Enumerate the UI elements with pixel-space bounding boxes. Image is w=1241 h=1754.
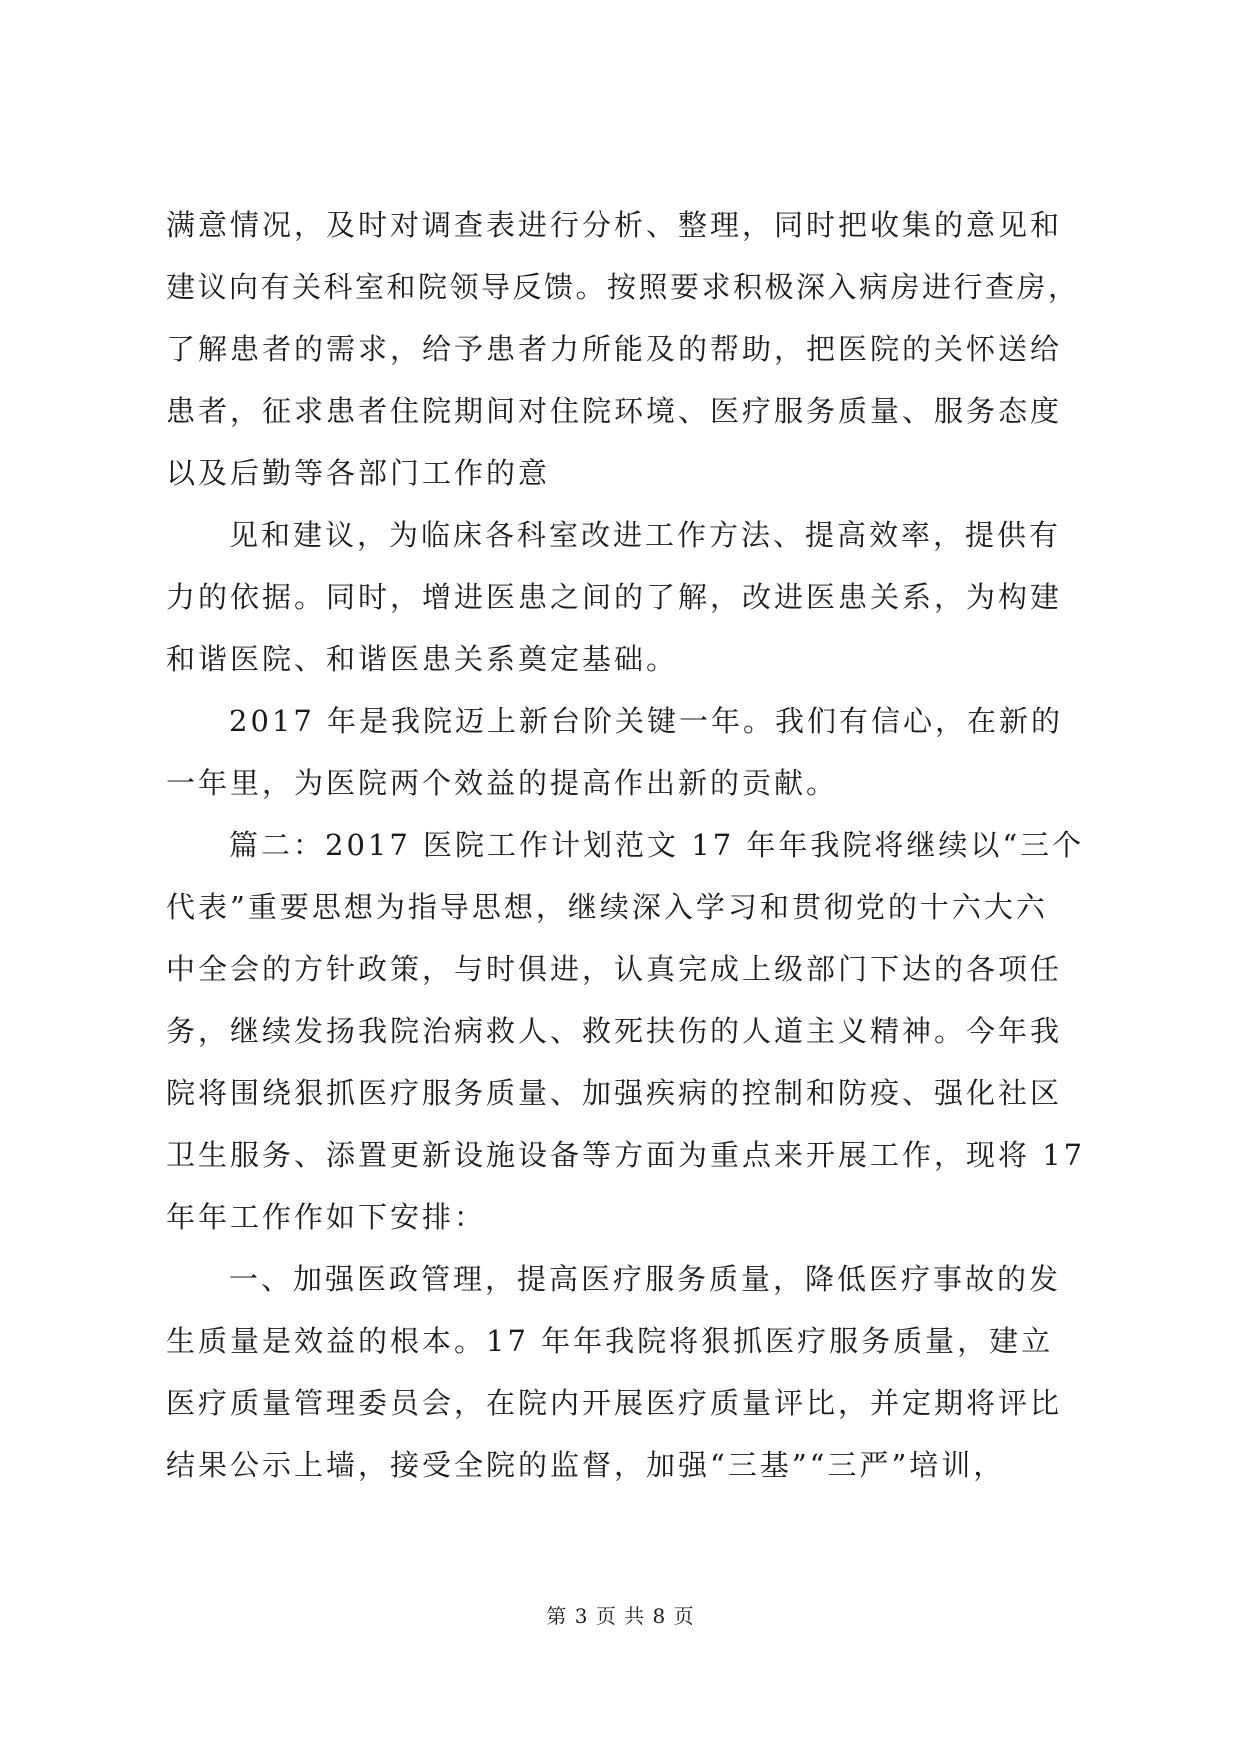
- text-line: 满意情况，及时对调查表进行分析、整理，同时把收集的意见和: [166, 208, 1063, 242]
- text-line: 中全会的方针政策，与时俱进，认真完成上级部门下达的各项任: [166, 952, 1063, 986]
- page-number-footer: 第 3 页 共 8 页: [546, 1604, 695, 1628]
- text-line: 以及后勤等各部门工作的意: [166, 456, 551, 490]
- text-line: 医疗质量管理委员会，在院内开展医疗质量评比，并定期将评比: [166, 1386, 1063, 1420]
- text-line: 代表”重要思想为指导思想，继续深入学习和贯彻党的十六大六: [166, 890, 1048, 924]
- text-line: 篇二：2017 医院工作计划范文 17 年年我院将继续以“三个: [229, 828, 1085, 862]
- text-line: 生质量是效益的根本。17 年年我院将狠抓医疗服务质量，建立: [166, 1324, 1054, 1358]
- text-line: 年年工作作如下安排：: [166, 1200, 487, 1234]
- text-line: 一、加强医政管理，提高医疗服务质量，降低医疗事故的发: [229, 1262, 1062, 1296]
- text-line: 患者，征求患者住院期间对住院环境、医疗服务质量、服务态度: [166, 394, 1063, 428]
- text-line: 一年里，为医院两个效益的提高作出新的贡献。: [166, 766, 839, 800]
- text-line: 2017 年是我院迈上新台阶关键一年。我们有信心，在新的: [229, 704, 1064, 738]
- text-line: 卫生服务、添置更新设施设备等方面为重点来开展工作，现将 17: [166, 1138, 1086, 1172]
- text-line: 务，继续发扬我院治病救人、救死扶伤的人道主义精神。今年我: [166, 1014, 1063, 1048]
- text-line: 和谐医院、和谐医患关系奠定基础。: [166, 642, 679, 676]
- text-line: 了解患者的需求，给予患者力所能及的帮助，把医院的关怀送给: [166, 332, 1063, 366]
- text-line: 见和建议，为临床各科室改进工作方法、提高效率，提供有: [229, 518, 1062, 552]
- text-line: 结果公示上墙，接受全院的监督，加强“三基”“三严”培训，: [166, 1448, 1006, 1482]
- text-line: 院将围绕狠抓医疗服务质量、加强疾病的控制和防疫、强化社区: [166, 1076, 1063, 1110]
- text-line: 建议向有关科室和院领导反馈。按照要求积极深入病房进行查房，: [166, 270, 1080, 304]
- text-line: 力的依据。同时，增进医患之间的了解，改进医患关系，为构建: [166, 580, 1063, 614]
